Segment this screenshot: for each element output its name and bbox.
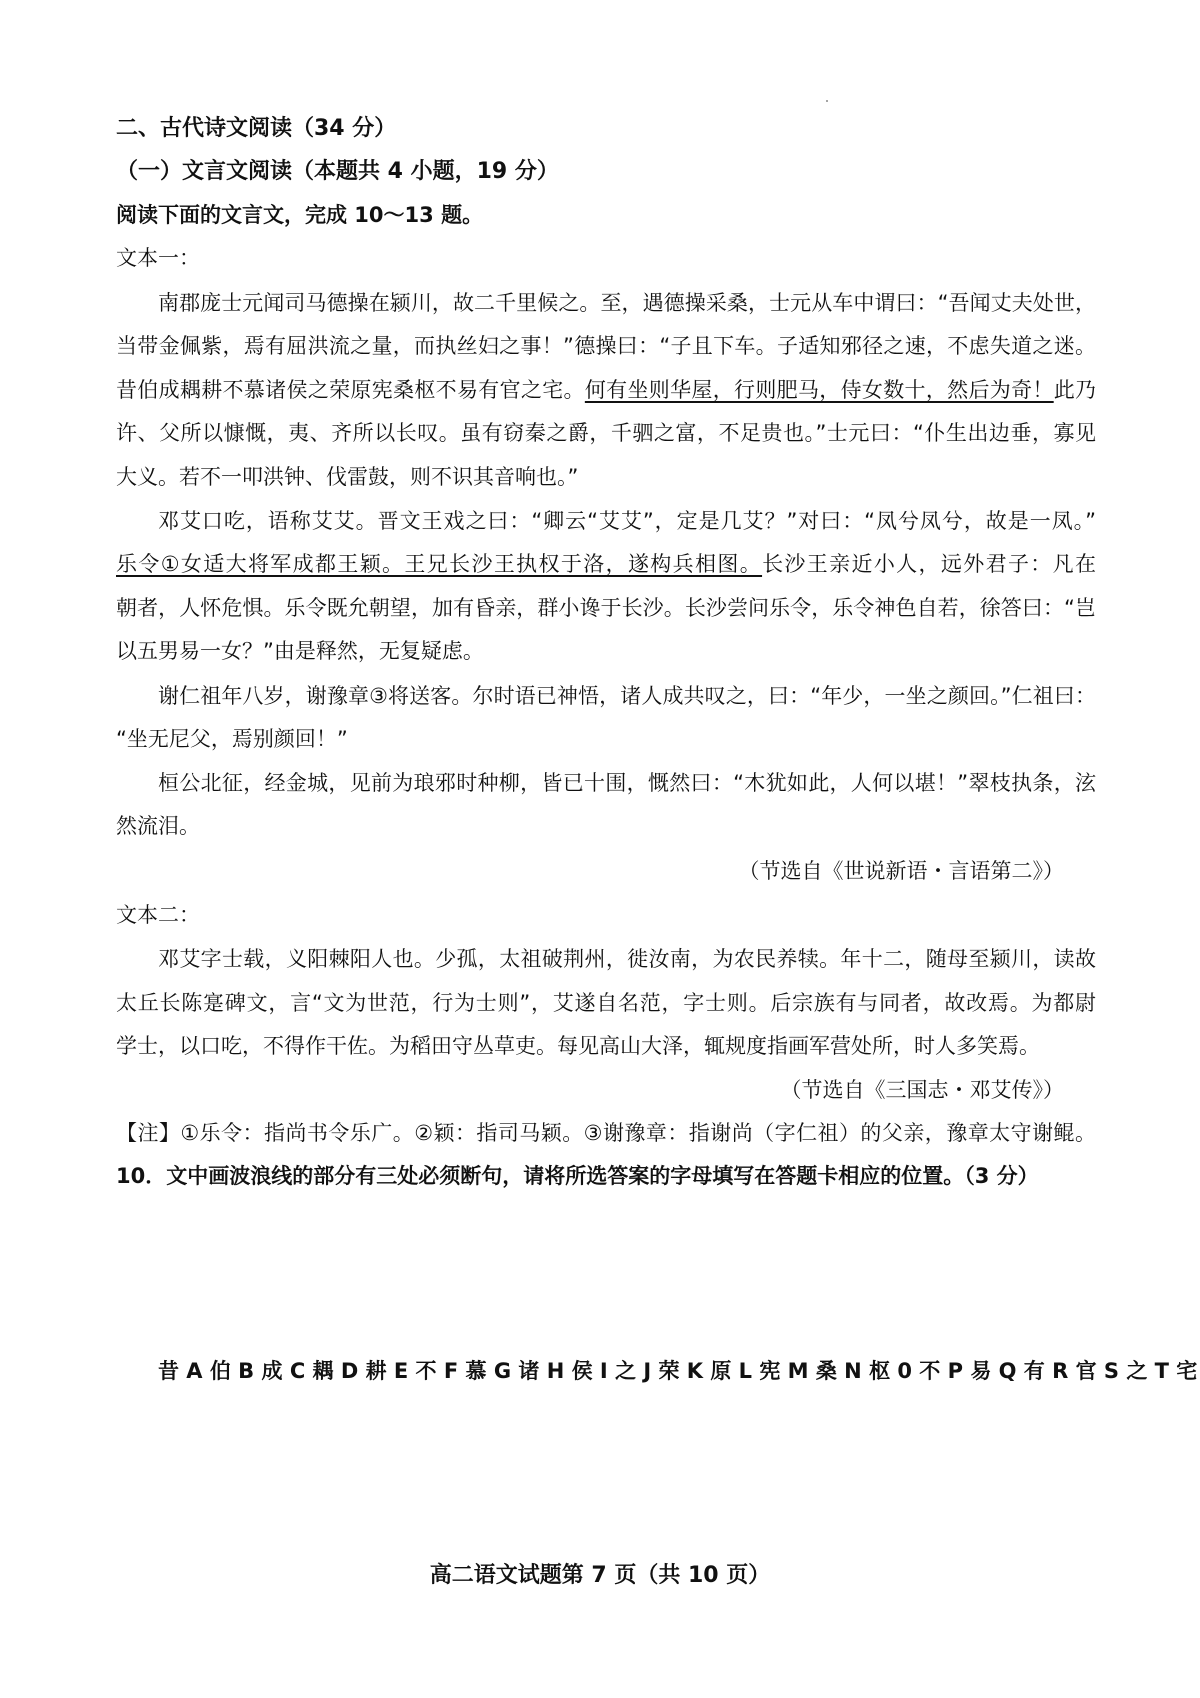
text2-source: （节选自《三国志・邓艾传》）	[780, 1078, 1064, 1102]
page-footer: 高二语文试题第 7 页（共 10 页）	[429, 1563, 771, 1588]
text-fragment: 长沙王亲近小人，远外君子：凡在	[762, 552, 1097, 576]
instruction: 阅读下面的文言文，完成 10～13 题。	[116, 203, 484, 227]
text1-p1-line1: 南郡庞士元闻司马德操在颍川，故二千里候之。至，遇德操采桑，士元从车中谓曰：“吾闻丈夫处世，	[158, 291, 1096, 315]
text1-p4-line1: 谢仁祖年八岁，谢豫章③将送客。尔时语已神悟，诸人成共叹之，曰：“年少，一坐之颜回。”仁祖曰：	[158, 684, 1096, 708]
text1-source: （节选自《世说新语・言语第二》）	[738, 859, 1064, 883]
text2-label: 文本二：	[116, 903, 200, 927]
underlined-sentence: 乐令①女适大将军成都王颖。王兄长沙王执权于洛，遂构兵相图。	[116, 552, 763, 576]
footnote: 【注】①乐令：指尚书令乐广。②颖：指司马颖。③谢豫章：指谢尚（字仁祖）的父亲，豫章太守谢鲲。	[116, 1121, 1096, 1145]
text1-p3-line3: 以五男易一女？”由是释然，无复疑虑。	[116, 639, 484, 663]
text2-p1-line2: 太丘长陈寔碑文，言“文为世范，行为士则”，艾遂自名范，字士则。后宗族有与同者，故改焉。为都尉	[116, 991, 1096, 1015]
question-10: 10．文中画波浪线的部分有三处必须断句，请将所选答案的字母填写在答题卡相应的位置。（3 分）	[116, 1164, 1039, 1188]
underlined-sentence: 何有坐则华屋，行则肥马，侍女数十，然后为奇！	[584, 378, 1054, 402]
subsection-title: （一）文言文阅读（本题共 4 小题，19 分）	[116, 159, 559, 184]
speck	[826, 100, 828, 102]
text1-p2-line1: 邓艾口吃，语称艾艾。晋文王戏之曰：“卿云“艾艾”，定是几艾？”对曰：“凤兮凤兮，故是一凤。”	[158, 509, 1096, 533]
text1-p1-line3	[116, 374, 1096, 406]
text1-p3-line1	[116, 548, 1096, 580]
text2-p1-line3: 学士，以口吃，不得作干佐。为稻田守丛草吏。每见高山大泽，辄规度指画军营处所，时人多笑焉。	[116, 1034, 1040, 1058]
text1-p1-line2: 当带金佩紫，焉有屈洪流之量，而执丝妇之事！”德操曰：“子且下车。子适知邪径之速，不虑失道之迷。	[116, 334, 1096, 358]
text2-p1-line1: 邓艾字士载，义阳棘阳人也。少孤，太祖破荆州，徙汝南，为农民养犊。年十二，随母至颍川，读故	[158, 947, 1096, 971]
text1-p4-line2: “坐无尼父，焉别颜回！”	[116, 727, 348, 751]
text1-p5-line1: 桓公北征，经金城，见前为琅邪时种柳，皆已十围，慨然曰：“木犹如此，人何以堪！”翠枝执条，泫	[158, 771, 1096, 795]
section-title: 二、古代诗文阅读（34 分）	[116, 116, 397, 141]
wavy-underline-passage: 昔伯成耦耕不慕诸侯之荣原宪桑枢不易有官之宅。	[116, 378, 585, 402]
text-fragment: 此乃	[1053, 378, 1096, 402]
text1-p1-line4: 许、父所以慷慨，夷、齐所以长叹。虽有窃秦之爵，千驷之富，不足贵也。”士元曰：“仆生出边垂，寡见	[116, 421, 1096, 445]
text1-p1-line5: 大义。若不一叩洪钟、伐雷鼓，则不识其音响也。”	[116, 465, 579, 489]
text1-p5-line2: 然流泪。	[116, 814, 200, 838]
break-options: 昔 A 伯 B 成 C 耦 D 耕 E 不 F 慕 G 诸 H 侯 I 之 J 荣 K 原 L 宪 M 桑 N 枢 0 不 P 易 Q 有 R 官 S 之 T 宅	[158, 1359, 1198, 1383]
text1-label: 文本一：	[116, 246, 200, 270]
text1-p3-line2: 朝者，人怀危惧。乐令既允朝望，加有昏亲，群小谗于长沙。长沙尝问乐令，乐令神色自若，徐答曰：“岂	[116, 596, 1096, 620]
